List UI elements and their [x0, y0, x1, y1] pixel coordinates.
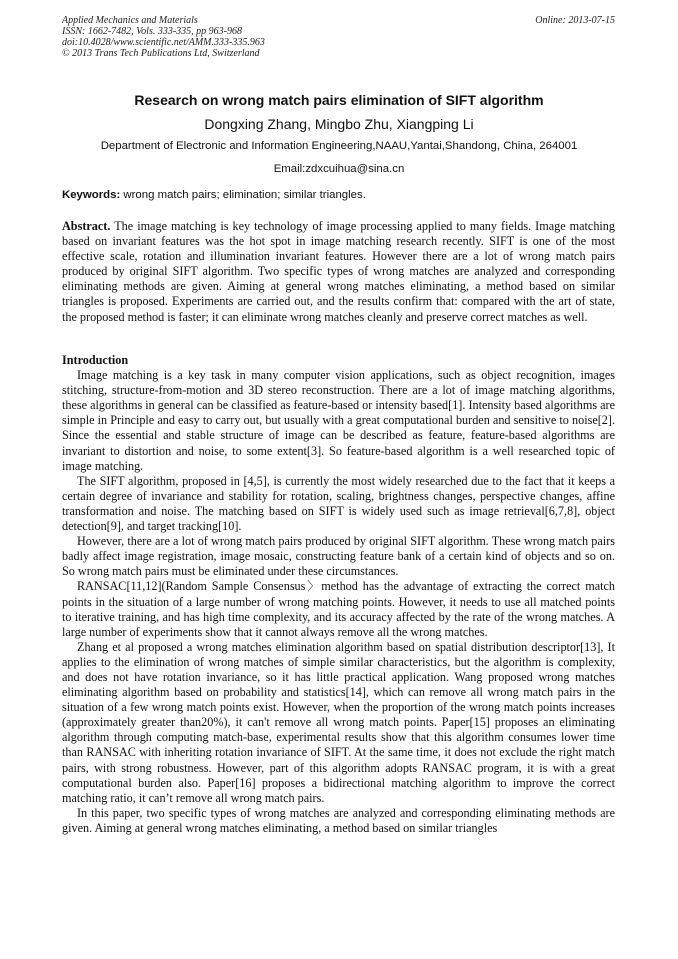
journal-name: Applied Mechanics and Materials — [62, 15, 198, 26]
journal-copyright: © 2013 Trans Tech Publications Ltd, Switzerland — [62, 48, 260, 59]
intro-paragraph: Image matching is a key task in many computer vision applications, such as object recognition, images stitching, structure-from-motion and 3D stereo reconstruction. There are a lot of image matching algorithms, these algorithms in general can be classified as feature-based or intensity based[1]. Intensity based algorithms are simple in Principle and easy to carry out, but usually with a great computational burden and sensitive to noise[2]. Since the essential and stable structure of image can be described as feature, feature-based algorithms are invariant to distortion and noise, to some extent[3]. So feature-based algorithm is a well researched topic of image matching. — [62, 368, 615, 473]
abstract-text: The image matching is key technology of image processing applied to many fields. Image matching based on invariant features was the hot spot in image matching research recently. SIFT is one of the most effective scale, rotation and illumination invariant features. However there are a lot of wrong match pairs produced by original SIFT algorithm. Two specific types of wrong matches are analyzed and corresponding eliminating methods are given. Aiming at general wrong matches eliminating, a method based on similar triangles is proposed. Experiments are carried out, and the results confirm that: compared with the art of state, the proposed method is faster; it can eliminate wrong matches cleanly and preserve correct matches as well. — [62, 219, 615, 324]
keywords-line — [62, 189, 616, 202]
paper-authors: Dongxing Zhang, Mingbo Zhu, Xiangping Li — [204, 116, 474, 132]
keywords-text: wrong match pairs; elimination; similar triangles. — [123, 189, 366, 201]
journal-header — [62, 15, 615, 59]
introduction-section — [62, 353, 615, 836]
online-date: Online: 2013-07-15 — [535, 15, 615, 26]
paper-title: Research on wrong match pairs elimination of SIFT algorithm — [134, 92, 544, 108]
journal-doi: doi:10.4028/www.scientific.net/AMM.333-335.963 — [62, 37, 265, 48]
abstract-section — [62, 219, 615, 325]
journal-info — [62, 15, 615, 59]
journal-issn: ISSN: 1662-7482, Vols. 333-335, pp 963-968 — [62, 26, 242, 37]
intro-paragraph: In this paper, two specific types of wrong matches are analyzed and corresponding eliminating methods are given. Aiming at general wrong matches eliminating, a method based on similar triangles — [62, 805, 615, 835]
paper-email: Email:zdxcuihua@sina.cn — [273, 163, 405, 175]
abstract-label: Abstract. — [62, 219, 111, 233]
intro-paragraph: Zhang et al proposed a wrong matches elimination algorithm based on spatial distribution descriptor[13], It applies to the elimination of wrong matches of simple similar characteristics, but the algorithm is complexity, and does not have rotation invariance, so it has little practical application. Wang proposed wrong matches eliminating algorithm based on probability and statistics[14], which can remove all wrong match pairs in the situation of a few wrong match points exist. However, when the proportion of the wrong match points increases (approximately greater than20%), it can't remove all wrong match points. Paper[15] proposes an eliminating algorithm through computing match-base, experimental results show that this algorithm consumes lower time than RANSAC with inheriting rotation invariance of SIFT. At the same time, it does not exclude the right match pairs, with strong robustness. However, part of this algorithm adopts RANSAC program, it is with a great computational burden also. Paper[16] proposes a bidirectional matching algorithm to improve the correct matching ratio, it can’t remove all wrong match pairs. — [62, 639, 615, 805]
keywords-label: Keywords: — [62, 189, 121, 201]
introduction-heading: Introduction — [62, 353, 129, 367]
intro-paragraph: The SIFT algorithm, proposed in [4,5], is currently the most widely researched due to the fact that it keeps a certain degree of invariance and stability for rotation, scaling, brightness changes, perspective changes, affine transformation and noise. The matching based on SIFT is widely used such as image retrieval[6,7,8], object detection[9], and target tracking[10]. — [62, 473, 615, 534]
intro-paragraph: RANSAC[11,12](Random Sample Consensus〉method has the advantage of extracting the correct match points in the situation of a large number of wrong matching points. However, it needs to use all matched points to iterative training, and has high time complexity, and its accuracy affected by the rate of the wrong matches. A large number of experiments show that it cannot always remove all the wrong matches. — [62, 579, 615, 639]
paper-affiliation: Department of Electronic and Information Engineering,NAAU,Yantai,Shandong, China, 264001 — [100, 140, 578, 152]
intro-paragraph: However, there are a lot of wrong match pairs produced by original SIFT algorithm. These wrong match pairs badly affect image registration, image mosaic, constructing feature bank of a certain kind of objects and so on. So wrong match pairs must be eliminated under these circumstances. — [62, 534, 615, 579]
